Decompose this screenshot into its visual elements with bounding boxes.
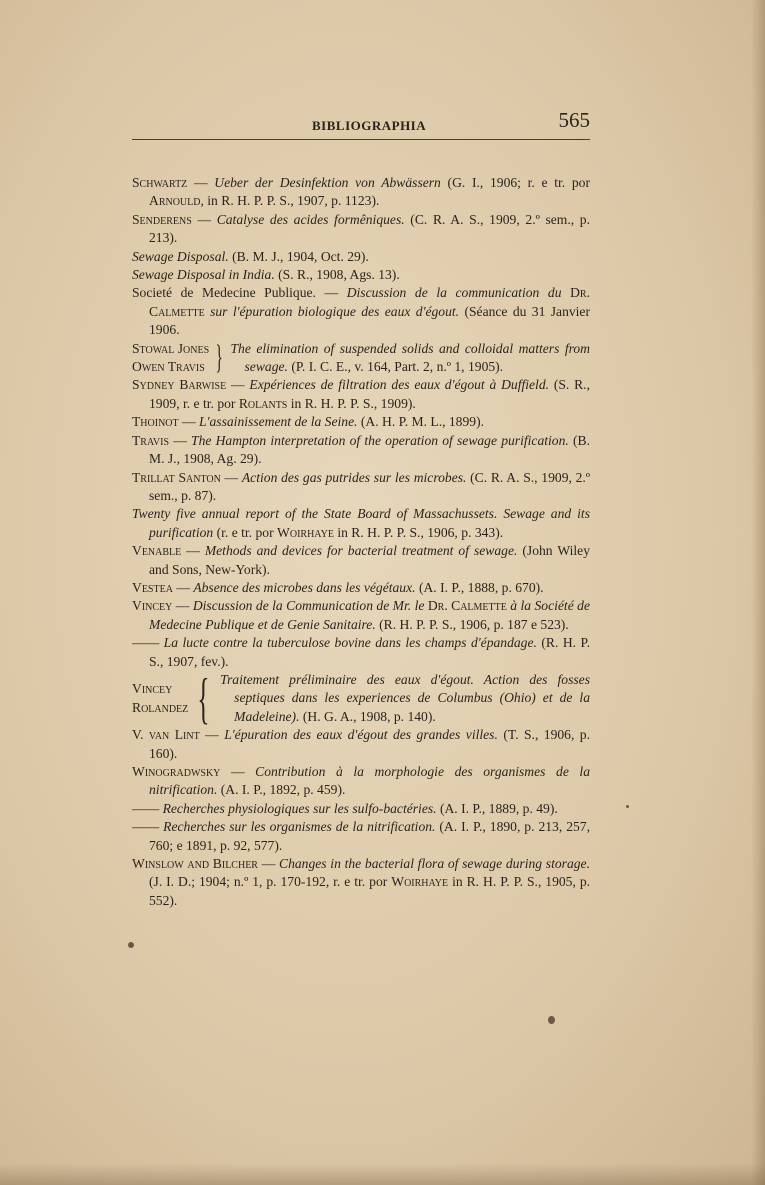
joint-entry-body	[220, 671, 590, 726]
bibliography-list	[132, 174, 590, 910]
entry-source: (A. I. P., 1890, p. 213, 257, 760; e 1891, p. 92, 577).	[149, 819, 590, 853]
entry-source: in R. H. P. P. S., 1905, p. 552).	[149, 874, 591, 908]
entry-author-secondary: Dr. Calmette	[149, 285, 590, 319]
bibliography-entry	[132, 763, 590, 800]
bibliography-entry	[132, 597, 590, 634]
entry-title: Discussion de la Communication de Mr. le	[192, 598, 425, 614]
entry-author: V. van Lint	[132, 727, 200, 743]
entry-title: Sewage Disposal.	[132, 248, 229, 264]
bibliography-entry	[132, 413, 590, 431]
entry-title: The Hampton interpretation of the operation of sewage purification.	[191, 432, 569, 448]
bibliography-entry	[132, 726, 590, 763]
entry-translator: Woirhaye	[391, 874, 449, 890]
entry-title: Methods and devices for bacterial treatment of sewage.	[204, 543, 518, 559]
entry-separator: —	[220, 764, 256, 779]
entry-source: (C. R. A. S., 1909, 2.º sem., p. 213).	[149, 211, 590, 246]
entry-title: sur l'épuration biologique des eaux d'égout.	[204, 303, 460, 319]
bibliography-entry	[132, 579, 590, 597]
entry-separator: —	[199, 727, 225, 743]
entry-title: Recherches physiologiques sur les sulfo-bactéries.	[162, 800, 437, 816]
entry-separator: —	[178, 414, 200, 430]
entry-source: (H. G. A., 1908, p. 140).	[299, 708, 436, 724]
entry-source: (C. R. A. S., 1909, 2.º sem., p. 87).	[149, 469, 591, 503]
entry-title: Ueber der Desinfektion von Abwässern	[214, 175, 441, 190]
entry-source: (John Wiley and Sons, New-York).	[149, 543, 590, 577]
entry-source: (A. H. P. M. L., 1899).	[357, 414, 484, 430]
entry-author: Owen Travis	[132, 359, 205, 375]
ditto-dash: ——	[132, 819, 164, 835]
entry-source: (S. R., 1909, r. e tr. por	[149, 377, 590, 411]
entry-translator: Arnould	[149, 193, 201, 209]
brace-glyph: }	[215, 339, 224, 377]
entry-source: in R. H. P. P. S., 1906, p. 343).	[333, 524, 504, 540]
bibliography-entry-joint	[132, 340, 590, 377]
entry-source: (J. I. D.; 1904; n.º 1, p. 170-192, r. e tr. por	[149, 874, 392, 890]
paper-blemish	[626, 805, 629, 808]
bibliography-entry	[132, 284, 590, 339]
paper-blemish	[128, 942, 134, 948]
entry-author: Schwartz	[132, 175, 188, 190]
bibliography-entry	[132, 376, 590, 413]
running-head: BIBLIOGRAPHIA	[312, 118, 427, 133]
entry-source: (G. I., 1906; r. e tr. por	[440, 175, 590, 190]
bibliography-entry	[132, 266, 590, 284]
entry-source: (A. I. P., 1889, p. 49).	[436, 800, 558, 816]
bibliography-entry	[132, 211, 590, 248]
bibliography-entry	[132, 469, 590, 506]
entry-separator: —	[172, 598, 193, 614]
entry-source: (Séance du 31 Janvier 1906.	[149, 303, 590, 338]
entry-author: Senderens	[132, 211, 192, 227]
entry-source: (B. M. J., 1904, Oct. 29).	[228, 248, 369, 264]
entry-author: Stowal Jones	[132, 340, 210, 356]
entry-source: (A. I. P., 1892, p. 459).	[217, 782, 346, 798]
entry-separator: —	[257, 856, 279, 872]
entry-translator: Woirhaye	[277, 524, 334, 540]
entry-author: Societé de Medecine Publique. —	[132, 285, 347, 301]
entry-separator: —	[191, 211, 217, 227]
joint-entry-body	[231, 340, 591, 377]
page-edge-shadow-bottom	[0, 1163, 765, 1185]
entry-separator: —	[181, 543, 205, 559]
bibliography-entry	[132, 174, 590, 211]
entry-title: Contribution à la morphologie des organismes de la nitrification.	[149, 764, 591, 798]
bibliography-entry	[132, 248, 590, 266]
bibliography-entry	[132, 542, 590, 579]
entry-author: Vincey	[132, 681, 173, 697]
paper-blemish	[548, 1016, 555, 1024]
entry-title: Sewage Disposal in India.	[132, 267, 275, 283]
entry-title: Catalyse des acides formêniques.	[216, 211, 405, 227]
entry-separator: —	[172, 579, 194, 595]
entry-title: The elimination of suspended solids and colloidal matters from sewage.	[230, 340, 590, 375]
entry-author: Trillat Santon	[132, 469, 221, 485]
entry-source: (R. H. P. S., 1907, fev.).	[149, 635, 590, 669]
bibliography-entry	[132, 818, 590, 855]
entry-title: Recherches sur les organismes de la nitrification.	[163, 819, 436, 835]
entry-title: Expériences de filtration des eaux d'égout à Duffield.	[249, 377, 550, 393]
entry-separator: —	[220, 469, 242, 485]
joint-authors	[132, 680, 188, 717]
bibliography-entry	[132, 855, 590, 910]
entry-source: (T. S., 1906, p. 160).	[149, 727, 591, 761]
entry-author: Vestea	[132, 579, 173, 595]
bibliography-entry	[132, 505, 590, 542]
entry-source: in R. H. P. P. S., 1909).	[287, 395, 416, 411]
ditto-dash: ——	[132, 635, 164, 651]
entry-separator: —	[226, 377, 250, 393]
entry-source: (r. e tr. por	[213, 524, 278, 540]
entry-author-secondary: Dr. Calmette	[427, 598, 507, 614]
bibliography-entry	[132, 800, 590, 818]
entry-translator: Rolants	[238, 395, 288, 411]
entry-title: Changes in the bacterial flora of sewage during storage.	[279, 856, 590, 872]
bibliography-entry	[132, 432, 590, 469]
entry-source: , in R. H. P. P. S., 1907, p. 1123).	[200, 193, 380, 209]
joint-authors	[132, 340, 209, 377]
entry-author: Vincey	[132, 598, 173, 614]
entry-title: L'assainissement de la Seine.	[199, 414, 358, 430]
ditto-dash: ——	[132, 800, 163, 816]
entry-title: Action des gas putrides sur les microbes.	[241, 469, 467, 485]
entry-author: Venable	[132, 543, 182, 559]
entry-title: Traitement préliminaire des eaux d'égout. Action des fosses septiques dans les experiences de Columbus (Ohio) et de la Madeleine).	[220, 671, 590, 724]
entry-source: (A. I. P., 1888, p. 670).	[415, 579, 544, 595]
page-header	[132, 108, 590, 138]
entry-source: (R. H. P. P. S., 1906, p. 187 e 523).	[375, 616, 569, 632]
header-rule	[132, 139, 590, 140]
entry-separator: —	[187, 175, 215, 190]
entry-title: Discussion de la communication du	[346, 285, 562, 301]
entry-author: Winslow and Bilcher	[132, 856, 258, 872]
entry-title: Absence des microbes dans les végétaux.	[193, 579, 416, 595]
entry-author: Thoinot	[132, 414, 179, 430]
bibliography-entry-joint	[132, 667, 590, 730]
entry-separator: —	[169, 432, 192, 448]
entry-source: (S. R., 1908, Ags. 13).	[274, 267, 400, 283]
entry-title: Twenty five annual report of the State Board of Massachussets. Sewage and its purification	[132, 506, 590, 540]
entry-author: Travis	[132, 432, 170, 448]
entry-title: La lucte contre la tuberculose bovine dans les champs d'épandage.	[163, 635, 537, 651]
entry-author: Winogradwsky	[132, 764, 221, 779]
entry-author: Sydney Barwise	[132, 377, 227, 393]
entry-source: (P. I. C. E., v. 164, Part. 2, n.º 1, 1905).	[287, 359, 504, 375]
entry-author: Rolandez	[132, 699, 189, 715]
entry-title: à la Société de Medecine Publique et de Genie Sanitaire.	[149, 598, 590, 632]
brace-glyph: {	[197, 667, 210, 730]
entry-title: L'épuration des eaux d'égout des grandes villes.	[224, 727, 498, 743]
entry-source: (B. M. J., 1908, Ag. 29).	[149, 432, 590, 467]
bibliography-entry	[132, 634, 590, 671]
page-edge-shadow	[751, 0, 765, 1185]
page-number: 565	[558, 108, 590, 132]
